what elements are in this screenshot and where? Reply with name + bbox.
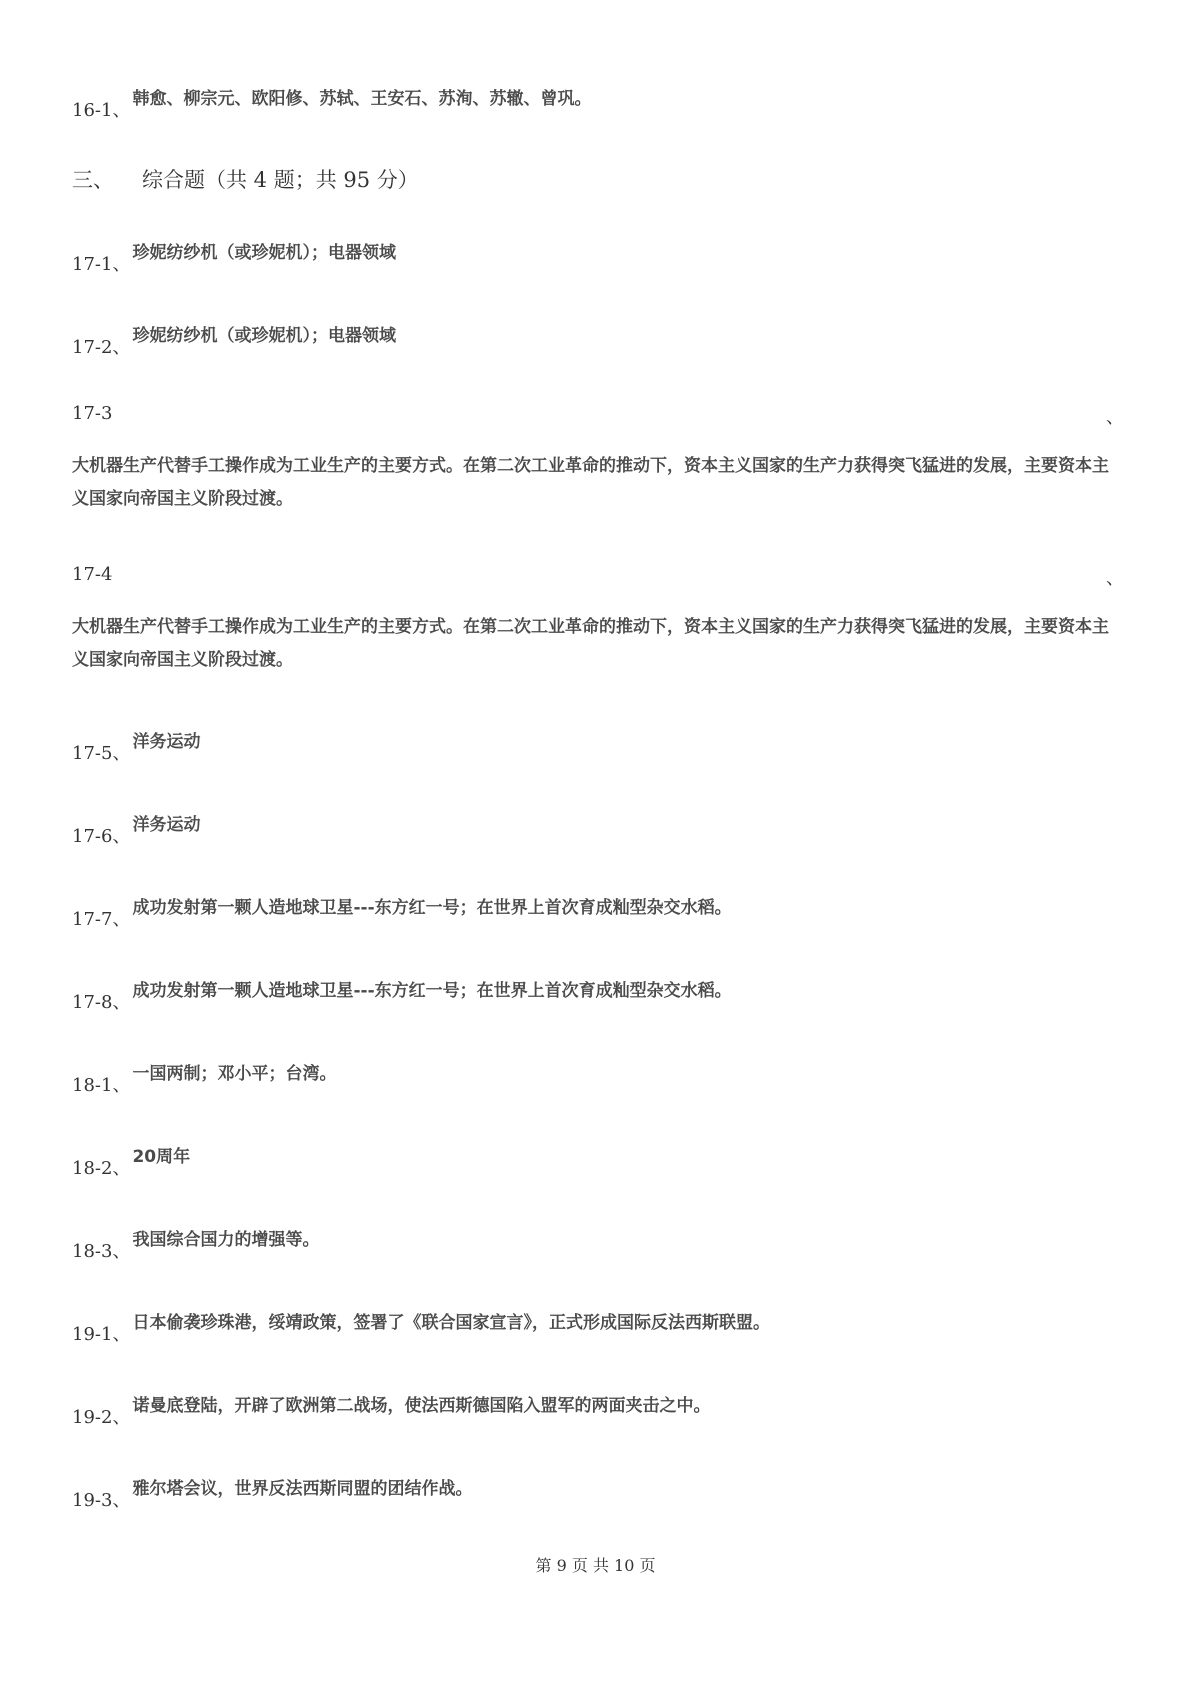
item-label: 17-6、: [72, 826, 131, 847]
item-tick: 、: [1106, 407, 1124, 428]
answer-17-6: [72, 815, 201, 848]
answer-17-3-text: 大机器生产代替手工操作成为工业生产的主要方式。在第二次工业革命的推动下，资本主义国家的生产力获得突飞猛进的发展，主要资本主义国家向帝国主义阶段过渡。: [72, 456, 1109, 509]
answer-17-4-text: 大机器生产代替手工操作成为工业生产的主要方式。在第二次工业革命的推动下，资本主义国家的生产力获得突飞猛进的发展，主要资本主义国家向帝国主义阶段过渡。: [72, 617, 1109, 670]
item-label: 17-4: [72, 564, 113, 585]
item-answer: 诺曼底登陆，开辟了欧洲第二战场，使法西斯德国陷入盟军的两面夹击之中。: [132, 1396, 711, 1416]
item-label: 19-1、: [72, 1324, 131, 1345]
item-label: 16-1、: [72, 100, 131, 121]
answer-17-2: [72, 326, 396, 359]
item-label: 17-7、: [72, 909, 131, 930]
answer-19-2: [72, 1396, 711, 1429]
section-title: 综合题（共 4 题；共 95 分）: [142, 168, 419, 192]
item-label: 17-2、: [72, 337, 131, 358]
answer-17-4-label-row: [72, 564, 112, 585]
item-answer: 成功发射第一颗人造地球卫星---东方红一号；在世界上首次育成籼型杂交水稻。: [132, 981, 732, 1001]
item-label: 18-2、: [72, 1158, 131, 1179]
item-label: 19-2、: [72, 1407, 131, 1428]
answer-18-1: [72, 1064, 337, 1097]
answer-19-3: [72, 1479, 473, 1512]
answer-18-2: [72, 1147, 191, 1180]
item-answer: 一国两制；邓小平；台湾。: [132, 1064, 337, 1084]
item-label: 17-3: [72, 403, 113, 424]
item-label: 17-8、: [72, 992, 131, 1013]
answer-17-1: [72, 243, 396, 276]
item-answer: 珍妮纺纱机（或珍妮机）；电器领域: [132, 326, 396, 346]
answer-17-8: [72, 981, 732, 1014]
page-footer: 第 9 页 共 10 页: [535, 1556, 656, 1575]
item-label: 18-1、: [72, 1075, 131, 1096]
item-answer: 雅尔塔会议，世界反法西斯同盟的团结作战。: [132, 1479, 473, 1499]
item-answer: 洋务运动: [132, 815, 201, 835]
answer-17-3-label-row: [72, 403, 112, 424]
item-answer: 珍妮纺纱机（或珍妮机）；电器领域: [132, 243, 396, 263]
section-marker: 三、: [72, 168, 114, 192]
answer-17-5: [72, 732, 201, 765]
item-answer: 韩愈、柳宗元、欧阳修、苏轼、王安石、苏洵、苏辙、曾巩。: [132, 89, 592, 109]
answer-17-7: [72, 898, 732, 931]
item-answer: 20周年: [132, 1147, 191, 1167]
item-answer: 我国综合国力的增强等。: [132, 1230, 320, 1250]
item-label: 17-1、: [72, 254, 131, 275]
item-answer: 洋务运动: [132, 732, 201, 752]
section-heading: [72, 164, 419, 194]
item-answer: 成功发射第一颗人造地球卫星---东方红一号；在世界上首次育成籼型杂交水稻。: [132, 898, 732, 918]
item-label: 19-3、: [72, 1490, 131, 1511]
item-label: 17-5、: [72, 743, 131, 764]
item-label: 18-3、: [72, 1241, 131, 1262]
item-tick: 、: [1106, 568, 1124, 589]
answer-19-1: [72, 1313, 770, 1346]
answer-18-3: [72, 1230, 320, 1263]
answer-16-1: [72, 89, 592, 122]
item-answer: 日本偷袭珍珠港，绥靖政策，签署了《联合国家宣言》，正式形成国际反法西斯联盟。: [132, 1313, 770, 1333]
